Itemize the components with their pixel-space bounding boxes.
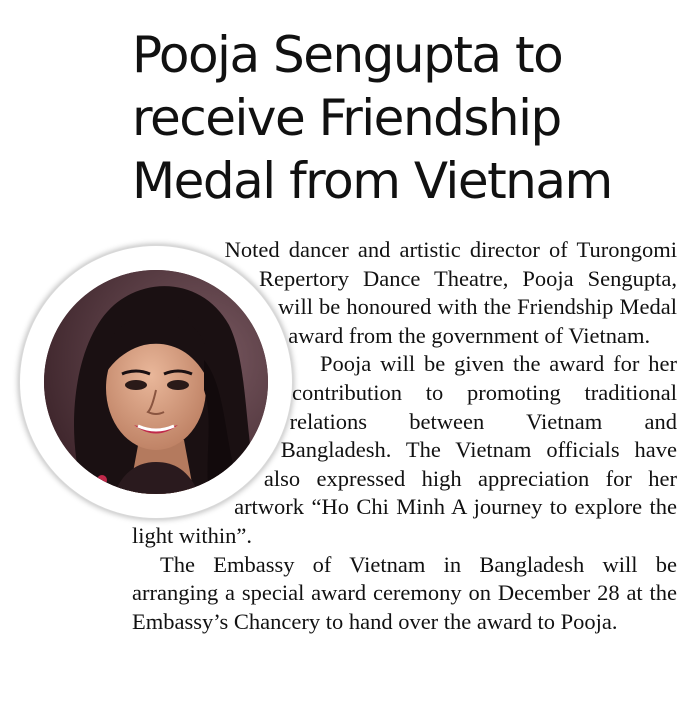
headline: Pooja Sengupta to receive Friendship Medal from Vietnam <box>132 26 612 210</box>
article-paragraph: Pooja will be given the award for her contribution to promoting traditional relations between Vietnam and Bangladesh. The Vietnam officials have also expressed high appreciation for her artwork “Ho Chi Minh A journey to explore the light within”. <box>132 351 677 548</box>
article-paragraph: The Embassy of Vietnam in Bangladesh will be arranging a special award ceremony on December 28 at the Embassy’s Chancery to hand over the award to Pooja. <box>132 551 677 634</box>
article-body <box>132 236 677 636</box>
article-paragraph: Noted dancer and artistic director of Turongomi Repertory Dance Theatre, Pooja Sengupta, will be honoured with the Friendship Medal award from the government of Vietnam. <box>224 237 677 348</box>
